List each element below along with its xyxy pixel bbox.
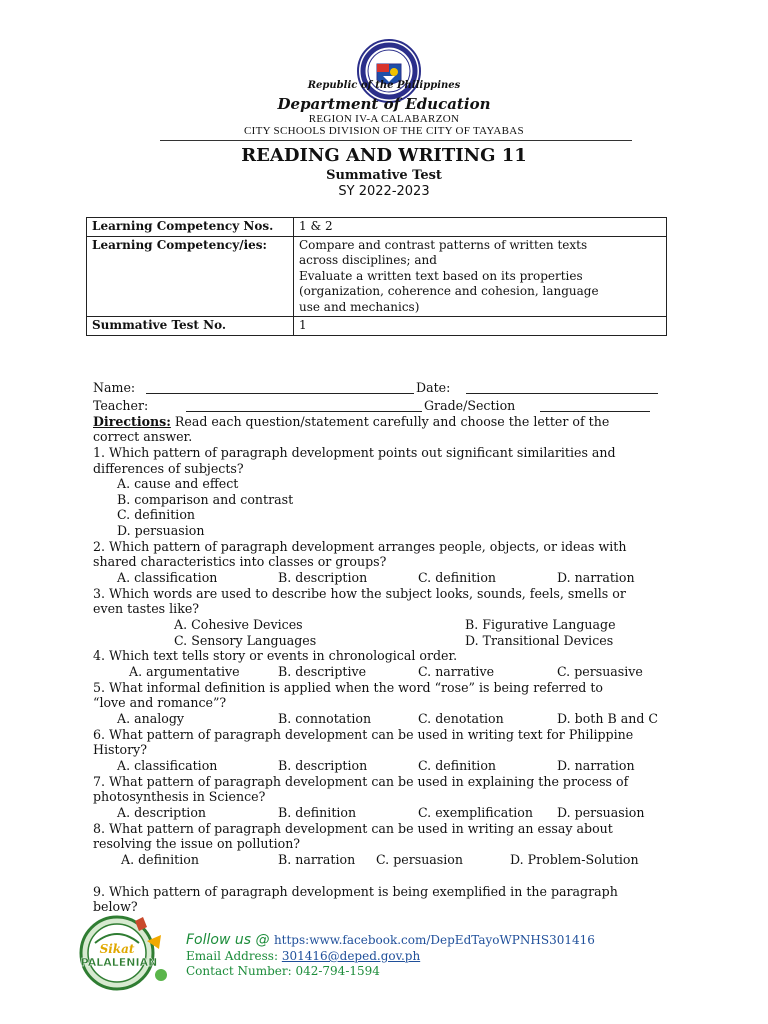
- competency-line: (organization, coherence and cohesion, language: [299, 284, 599, 298]
- answer-choice[interactable]: C. persuasion: [376, 852, 463, 867]
- teacher-field[interactable]: [186, 411, 422, 412]
- answer-choice[interactable]: C. definition: [117, 507, 196, 522]
- question-text: resolving the issue on pollution?: [93, 836, 301, 851]
- question-text: shared characteristics into classes or groups?: [93, 554, 387, 569]
- document-subtitle: Summative Test: [326, 168, 442, 183]
- question-text: 4. Which text tells story or events in chronological order.: [93, 648, 458, 663]
- date-label: Date:: [416, 380, 451, 395]
- answer-choice[interactable]: C. definition: [418, 758, 497, 773]
- directions-label: Directions:: [93, 414, 171, 429]
- answer-choice[interactable]: D. Transitional Devices: [465, 633, 614, 648]
- answer-choice[interactable]: D. Problem-Solution: [510, 852, 639, 867]
- answer-choice[interactable]: B. description: [278, 570, 368, 585]
- contact-number: 042-794-1594: [295, 964, 380, 978]
- table-cell-value: 1: [294, 317, 667, 336]
- competency-table: [86, 217, 667, 336]
- follow-us-line: [186, 932, 595, 948]
- republic-line: Republic of the Philippines: [307, 80, 461, 91]
- question-text: differences of subjects?: [93, 461, 244, 476]
- follow-label: Follow us @: [186, 932, 274, 948]
- answer-choice[interactable]: C. exemplification: [418, 805, 534, 820]
- answer-choice[interactable]: B. comparison and contrast: [117, 492, 294, 507]
- competency-line: Evaluate a written text based on its properties: [299, 268, 583, 283]
- competency-line: use and mechanics): [299, 299, 420, 314]
- answer-choice[interactable]: D. persuasion: [117, 523, 205, 538]
- contact-label: Contact Number:: [186, 964, 296, 978]
- answer-choice[interactable]: C. persuasive: [557, 664, 643, 679]
- answer-choice[interactable]: C. narrative: [418, 664, 495, 679]
- question-text: 3. Which words are used to describe how the subject looks, sounds, feels, smells or: [93, 586, 626, 601]
- answer-choice[interactable]: A. argumentative: [129, 664, 240, 679]
- document-title: READING AND WRITING 11: [241, 145, 527, 166]
- answer-choice[interactable]: B. Figurative Language: [465, 617, 616, 632]
- table-cell-value: [294, 236, 667, 317]
- school-logo-icon: [77, 913, 177, 993]
- answer-choice[interactable]: A. definition: [121, 852, 199, 867]
- contact-line: [186, 964, 380, 978]
- question-text: History?: [93, 742, 148, 757]
- answer-choice[interactable]: D. narration: [557, 570, 635, 585]
- answer-choice[interactable]: B. descriptive: [278, 664, 367, 679]
- region-name: REGION IV-A CALABARZON: [308, 113, 460, 125]
- date-field[interactable]: [466, 393, 658, 394]
- table-row: [87, 236, 667, 317]
- answer-choice[interactable]: A. Cohesive Devices: [174, 617, 303, 632]
- answer-choice[interactable]: B. definition: [278, 805, 357, 820]
- answer-choice[interactable]: C. Sensory Languages: [174, 633, 317, 648]
- directions-text: Read each question/statement carefully and choose the letter of the: [170, 414, 610, 429]
- question-text: photosynthesis in Science?: [93, 789, 266, 804]
- grade-section-field[interactable]: [540, 411, 650, 412]
- table-row: [87, 218, 667, 237]
- email-link[interactable]: 301416@deped.gov.ph: [281, 949, 421, 963]
- logo-text-main: PALALENIAN: [80, 956, 158, 969]
- grade-section-label: Grade/Section: [424, 398, 516, 413]
- question-text: below?: [93, 899, 138, 914]
- directions-text-continued: correct answer.: [93, 429, 193, 444]
- email-label: Email Address:: [186, 949, 282, 963]
- facebook-link[interactable]: https:www.facebook.com/DepEdTayoWPNHS301416: [273, 933, 595, 947]
- answer-choice[interactable]: A. cause and effect: [117, 476, 239, 491]
- department-name: Department of Education: [277, 95, 491, 113]
- question-text: 1. Which pattern of paragraph development points out significant similarities and: [93, 445, 616, 460]
- answer-choice[interactable]: C. definition: [418, 570, 497, 585]
- question-text: 6. What pattern of paragraph development can be used in writing text for Philippine: [93, 727, 634, 742]
- answer-choice[interactable]: C. denotation: [418, 711, 504, 726]
- email-line: [186, 949, 420, 963]
- question-text: 7. What pattern of paragraph development can be used in explaining the process of: [93, 774, 629, 789]
- answer-choice[interactable]: A. classification: [117, 758, 218, 773]
- competency-line: Compare and contrast patterns of written texts: [299, 237, 588, 252]
- question-text: 5. What informal definition is applied when the word “rose” is being referred to: [93, 680, 603, 695]
- teacher-label: Teacher:: [93, 398, 149, 413]
- question-text: 2. Which pattern of paragraph development arranges people, objects, or ideas with: [93, 539, 627, 554]
- table-cell-label: Learning Competency Nos.: [87, 218, 294, 237]
- question-text: “love and romance”?: [93, 695, 227, 710]
- answer-choice[interactable]: B. narration: [278, 852, 356, 867]
- division-name: CITY SCHOOLS DIVISION OF THE CITY OF TAYABAS: [244, 125, 524, 137]
- answer-choice[interactable]: A. analogy: [117, 711, 185, 726]
- directions: [93, 414, 609, 430]
- logo-text-top: Sikat: [99, 942, 135, 956]
- table-cell-label: Learning Competency/ies:: [87, 236, 294, 317]
- answer-choice[interactable]: D. persuasion: [557, 805, 645, 820]
- answer-choice[interactable]: A. classification: [117, 570, 218, 585]
- name-label: Name:: [93, 380, 136, 395]
- answer-choice[interactable]: A. description: [117, 805, 207, 820]
- name-field[interactable]: [146, 393, 414, 394]
- answer-choice[interactable]: D. narration: [557, 758, 635, 773]
- table-cell-value: 1 & 2: [294, 218, 667, 237]
- question-text: 8. What pattern of paragraph development can be used in writing an essay about: [93, 821, 613, 836]
- answer-choice[interactable]: B. description: [278, 758, 368, 773]
- table-row: [87, 317, 667, 336]
- answer-choice[interactable]: B. connotation: [278, 711, 372, 726]
- header-divider: [160, 140, 632, 141]
- competency-line: across disciplines; and: [299, 253, 437, 267]
- school-year: SY 2022-2023: [338, 184, 430, 199]
- table-cell-label: Summative Test No.: [87, 317, 294, 336]
- question-text: even tastes like?: [93, 601, 200, 616]
- question-text: 9. Which pattern of paragraph development is being exemplified in the paragraph: [93, 884, 618, 899]
- answer-choice[interactable]: D. both B and C: [557, 711, 659, 726]
